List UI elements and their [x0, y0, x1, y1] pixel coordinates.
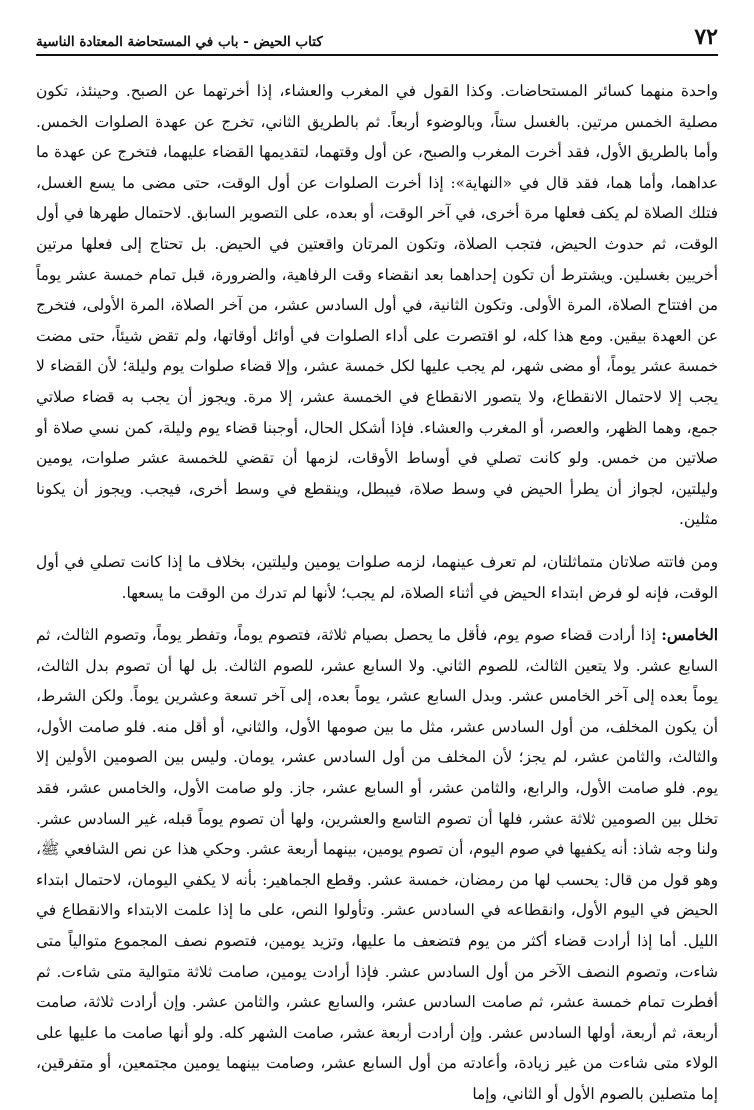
body-paragraph — [36, 547, 718, 608]
page-number: ٧٢ — [694, 24, 718, 50]
running-head: كتاب الحيض - باب في المستحاضة المعتادة الناسية — [36, 34, 323, 50]
paragraph-text: ومن فاتته صلاتان متماثلتان، لم تعرف عينهما، لزمه صلوات يومين وليلتين، بخلاف ما إذا كانت تصلي في أول الوقت، فإنه لو فرض ابتداء الحيض في أثناء الصلاة، لم يجب؛ لأنها لم تدرك من الوقت ما يسعها. — [36, 552, 718, 602]
body-paragraph — [36, 620, 718, 1110]
paragraph-text: إذا أرادت قضاء صوم يوم، فأقل ما يحصل بصيام ثلاثة، فتصوم يوماً، وتفطر يوماً، وتصوم الثالث، ثم السابع عشر. ولا يتعين الثالث، للصوم الثاني. ولا السابع عشر، للصوم الثالث. بل لها أن تصوم بدل الثالث، يوماً بعده إلى آخر الخامس عشر. وبدل السابع عشر، يوماً بعده، إلى آخر تسعة وعشرين يوماً. ولكن الشرط، أن يكون المخلف، من أول السادس عشر، مثل ما بين صومها الأول، والثاني، أو أقل منه. فلو صامت الأول، والثالث، والثامن عشر، لم يجز؛ لأن المخلف من أول السادس عشر، يومان. وليس بين الصومين الأولين إلا يوم. فلو صامت الأول، والرابع، والثامن عشر، أو السابع عشر، جاز. ولو صامت الأول، والخامس عشر، فقد تخلل بين الصومين ثلاثة عشر، فلها أن تصوم التاسع والعشرين، ولها أن تصوم يوماً قبله، غير السادس عشر. ولنا وجه شاذ: أنه يكفيها في صوم اليوم، أن تصوم يومين، بينهما أربعة عشر. وحكي هذا عن نص الشافعي ﷺ، وهو قول من قال: يحسب لها من رمضان، خمسة عشر. وقطع الجماهير: بأنه لا يكفي اليومان، لاحتمال ابتداء الحيض في اليوم الأول، وانقطاعه في السادس عشر. وتأولوا النص، على ما إذا علمت الابتداء والانقطاع في الليل. أما إذا أرادت قضاء أكثر من يوم فتضعف ما عليها، وتزيد يومين، فتصوم نصف المجموع متوالياً متى شاءت، وتصوم النصف الآخر من أول السادس عشر. فإذا أرادت يومين، صامت ثلاثة متوالية متى شاءت. ثم أفطرت تمام خمسة عشر، ثم صامت السادس عشر، والسابع عشر، والثامن عشر. وإن أرادت ثلاثة، صامت أربعة، ثم أربعة، أولها السادس عشر. وإن أرادت أربعة عشر، صامت الشهر كله. ولو أنها صامت ما عليها على الولاء متى شاءت من غير زيادة، وأعادته من أول السابع عشر، وصامت بينهما يومين مجتمعين، أو متفرقين، إما متصلين بالصوم الأول أو الثاني، وإما — [36, 626, 718, 1103]
paragraph-text: واحدة منهما كسائر المستحاضات. وكذا القول في المغرب والعشاء، إذا أخرتهما عن الصبح. وحينئذ، تكون مصلية الخمس مرتين. بالغسل ستاً، وبالوضوء أربعاً. ثم بالطريق الثاني، تخرج عن عهدة الصلوات الخمس. وأما بالطريق الأول، فقد أخرت المغرب والصبح، عن أول وقتهما، لتقديمها القضاء عليهما، فتخرج عن عهدة ما عداهما، وأما هما، فقد قال في «النهاية»: إذا أخرت الصلوات عن أول الوقت، حتى مضى ما يسع الغسل، فتلك الصلاة لم يكف فعلها مرة أخرى، في آخر الوقت، أو بعده، على التصوير السابق. لاحتمال طهرها في أول الوقت، ثم حدوث الحيض، فتجب الصلاة، وتكون المرتان واقعتين في الحيض. بل تحتاج إلى فعلها مرتين أخريين بغسلين. ويشترط أن تكون إحداهما بعد انقضاء وقت الرفاهية، والضرورة، قبل تمام خمسة عشر يوماً من افتتاح الصلاة، المرة الأولى. وتكون الثانية، في أول السادس عشر، من آخر الصلاة، المرة الأولى، فتخرج عن العهدة بيقين. ومع هذا كله، لو اقتصرت على أداء الصلوات في أوائل أوقاتها، ولم تقض شيئاً، حتى مضت خمسة عشر يوماً، أو مضى شهر، لم يجب عليها لكل خمسة عشر، وإلا قضاء صلوات يوم وليلة؛ لأن القضاء لا يجب إلا لاحتمال الانقطاع، ولا يتصور الانقطاع في الخمسة عشر، إلا مرة. ويجوز أن يجب به قضاء صلاتي جمع، وهما الظهر، والعصر، أو المغرب والعشاء. فإذا أشكل الحال، أوجبنا قضاء يوم وليلة، كمن نسي صلاة أو صلاتين من خمس. ولو كانت تصلي في أوساط الأوقات، لزمها أن تقضي للخمسة عشر صلوات، يومين وليلتين، لجواز أن يطرأ الحيض في وسط صلاة، فيبطل، وينقطع في وسط أخرى، فيجب. ويجوز أن يكونا مثلين. — [36, 82, 718, 529]
body-paragraph — [36, 76, 718, 535]
page-header — [36, 24, 718, 56]
section-label: الخامس: — [661, 626, 718, 645]
